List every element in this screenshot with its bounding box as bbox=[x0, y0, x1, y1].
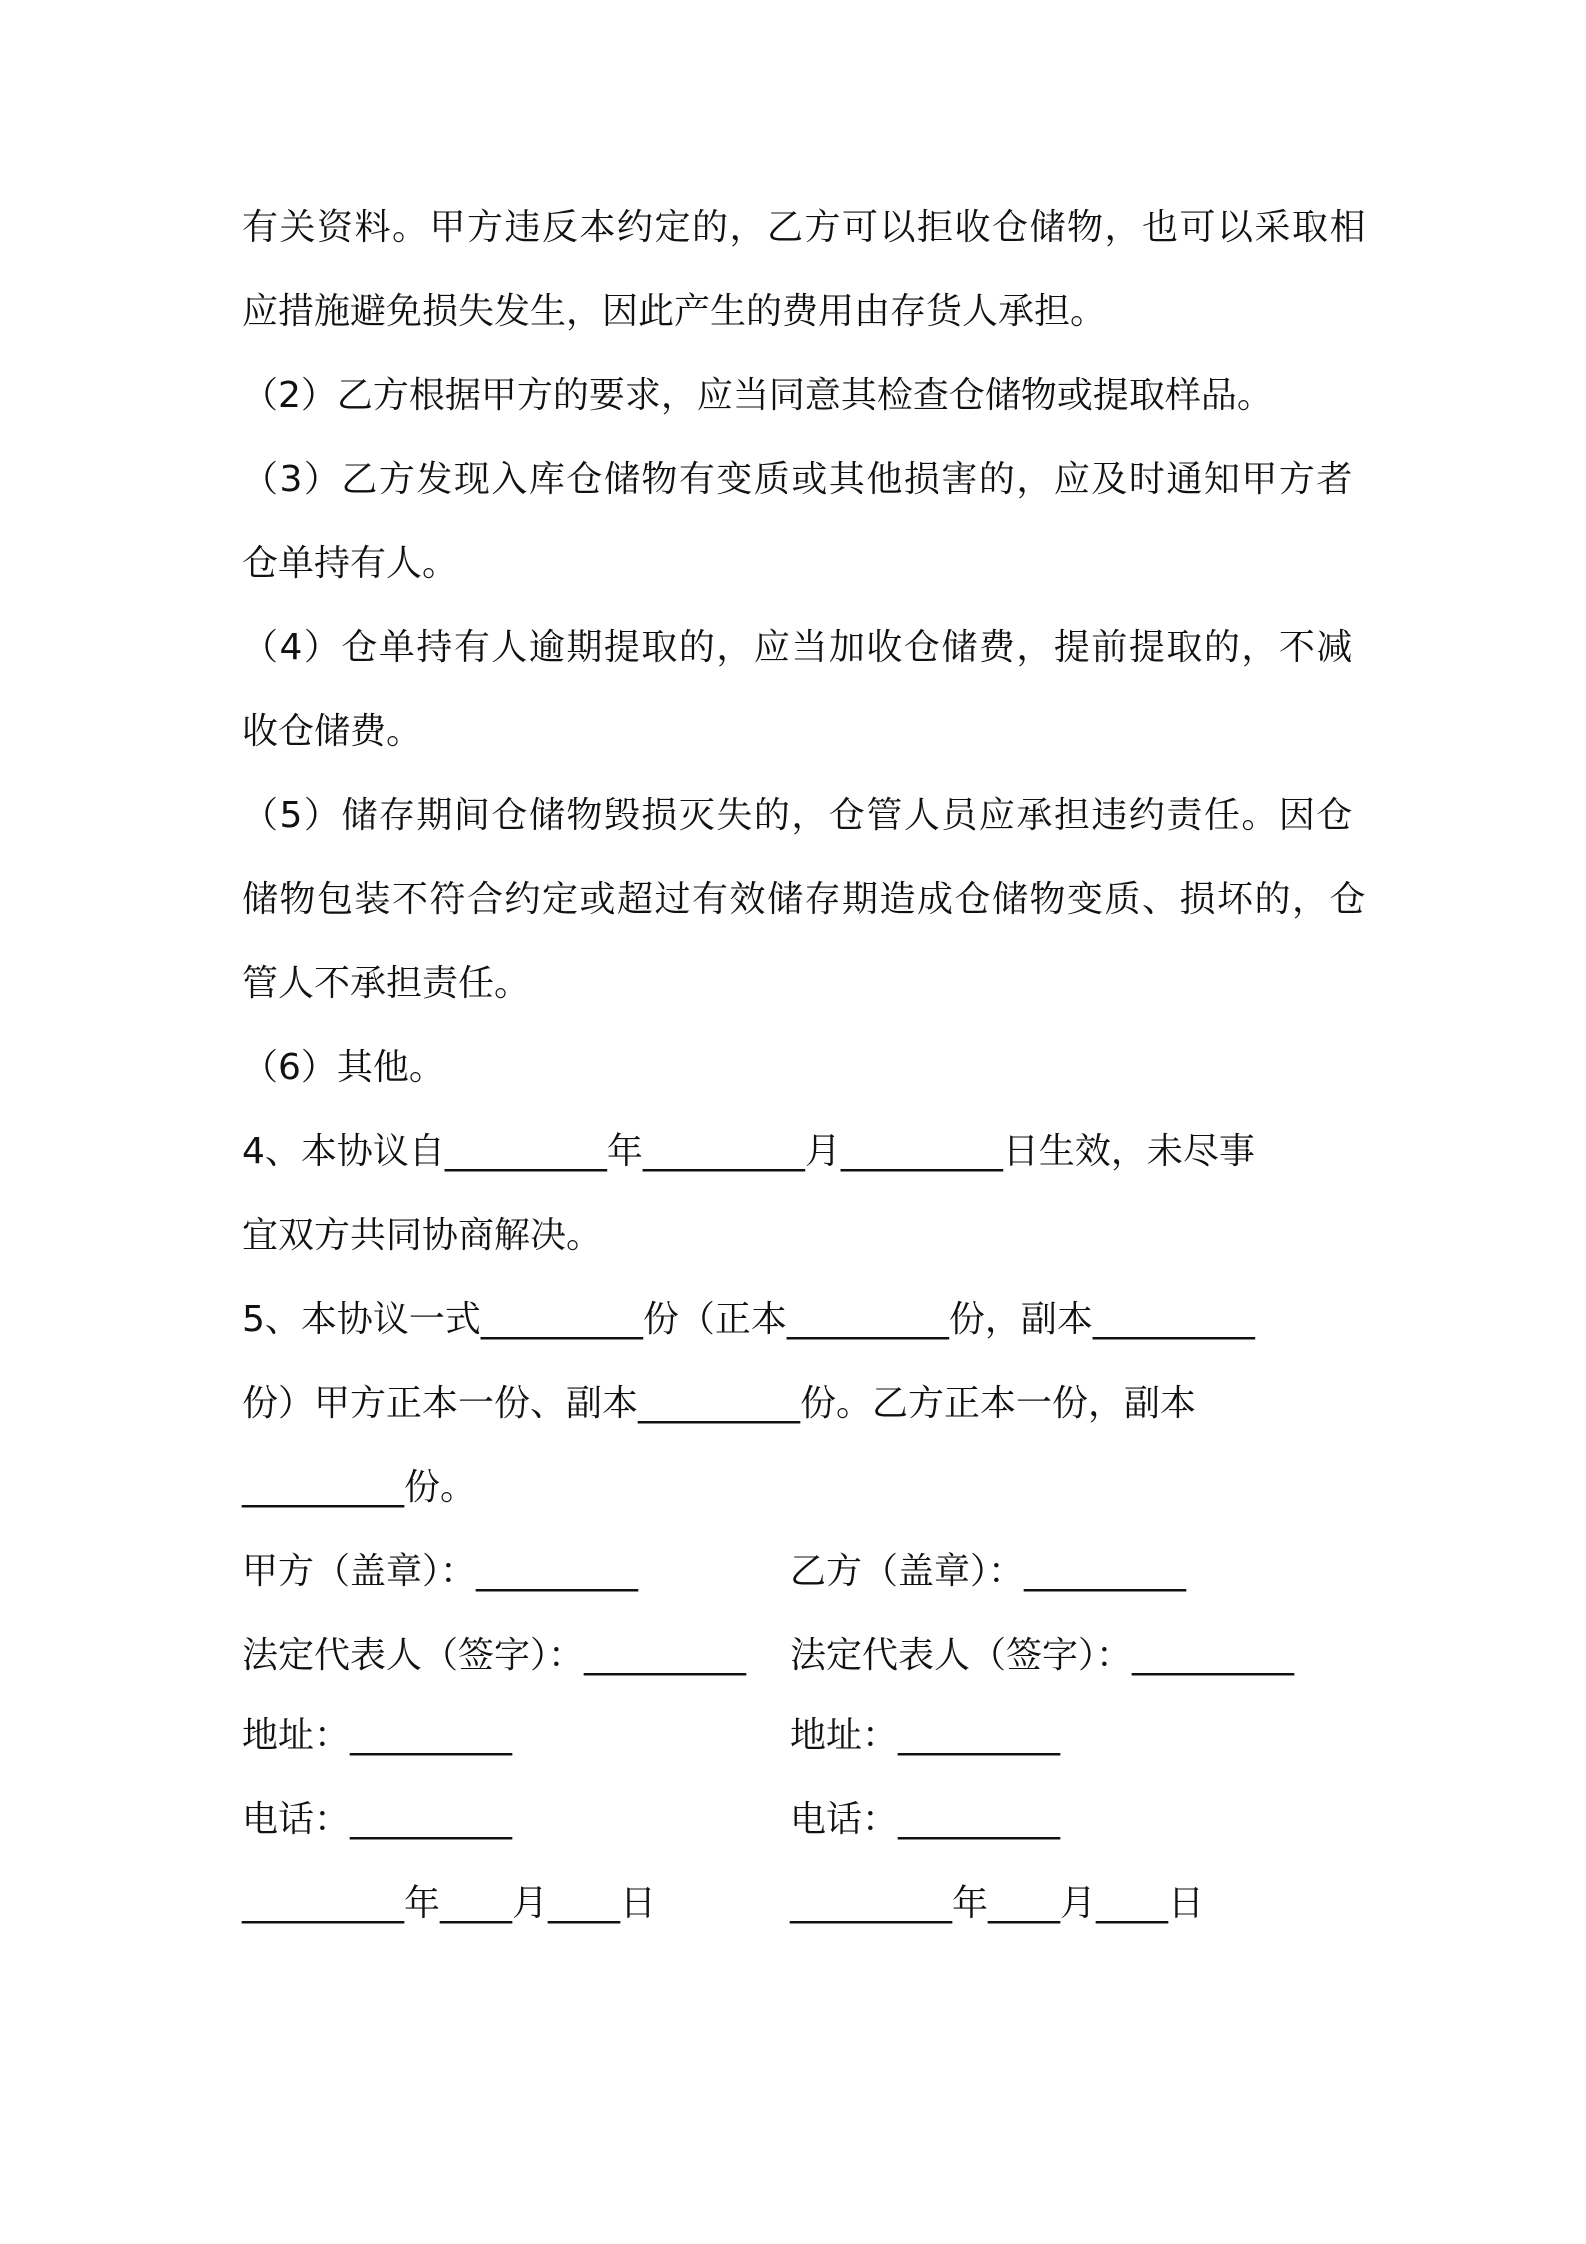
clause-3-cont: 仓单持有人。 bbox=[242, 543, 459, 584]
clause-2: （2）乙方根据甲方的要求，应当同意其检查仓储物或提取样品。 bbox=[242, 375, 1273, 416]
party-a-representative: 法定代表人（签字）：_________ bbox=[242, 1635, 747, 1676]
party-b-phone: 电话：_________ bbox=[790, 1799, 1061, 1840]
party-a-phone: 电话：_________ bbox=[242, 1799, 513, 1840]
party-a-seal: 甲方（盖章）：_________ bbox=[242, 1551, 639, 1592]
clause-6: （6）其他。 bbox=[242, 1047, 445, 1088]
party-b-seal: 乙方（盖章）：_________ bbox=[790, 1551, 1187, 1592]
article-5: 5、本协议一式_________份（正本_________份，副本_________ bbox=[242, 1299, 1255, 1340]
party-a-address: 地址：_________ bbox=[242, 1715, 513, 1756]
article-4: 4、本协议自_________年_________月_________日生效，未尽事 bbox=[242, 1131, 1255, 1172]
party-b-date: _________年____月____日 bbox=[790, 1883, 1204, 1924]
clause-4-cont: 收仓储费。 bbox=[242, 711, 423, 752]
party-a-date: _________年____月____日 bbox=[242, 1883, 656, 1924]
article-4-cont: 宜双方共同协商解决。 bbox=[242, 1215, 603, 1256]
clause-5-cont: 储物包装不符合约定或超过有效储存期造成仓储物变质、损坏的，仓 bbox=[242, 879, 1368, 920]
article-5-end: _________份。 bbox=[242, 1467, 477, 1508]
party-b-representative: 法定代表人（签字）：_________ bbox=[790, 1635, 1295, 1676]
clause-5-end: 管人不承担责任。 bbox=[242, 963, 531, 1004]
body-line-1: 有关资料。甲方违反本约定的，乙方可以拒收仓储物，也可以采取相 bbox=[242, 207, 1368, 248]
clause-5: （5）储存期间仓储物毁损灭失的，仓管人员应承担违约责任。因仓 bbox=[242, 795, 1354, 836]
body-line-2: 应措施避免损失发生，因此产生的费用由存货人承担。 bbox=[242, 291, 1107, 332]
clause-4: （4）仓单持有人逾期提取的，应当加收仓储费，提前提取的，不减 bbox=[242, 627, 1354, 668]
party-b-address: 地址：_________ bbox=[790, 1715, 1061, 1756]
article-5-cont: 份）甲方正本一份、副本_________份。乙方正本一份，副本 bbox=[242, 1383, 1197, 1424]
clause-3: （3）乙方发现入库仓储物有变质或其他损害的，应及时通知甲方者 bbox=[242, 459, 1354, 500]
